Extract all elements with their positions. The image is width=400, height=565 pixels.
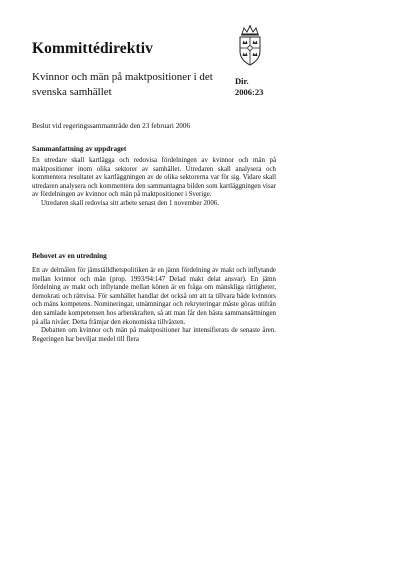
directive-label: Dir. xyxy=(235,76,249,86)
summary-paragraph: Utredaren skall redovisa sitt arbete senast den 1 november 2006. xyxy=(41,199,219,207)
decision-date-line: Beslut vid regeringssammanträde den 23 februari 2006 xyxy=(32,122,191,130)
document-type-title: Kommittédirektiv xyxy=(32,40,153,57)
summary-heading: Sammanfattning av uppdraget xyxy=(32,145,127,153)
directive-number-value: 2006:23 xyxy=(235,87,264,97)
coat-of-arms-icon xyxy=(233,24,267,68)
need-heading: Behovet av en utredning xyxy=(32,252,107,260)
summary-body xyxy=(32,157,276,209)
directive-number xyxy=(235,76,263,98)
need-body xyxy=(32,267,276,344)
document-subject: Kvinnor och män på maktpositioner i det svenska samhället xyxy=(32,71,213,98)
need-paragraph: Ett av delmålen för jämställdhetspolitiken är en jämn fördelning av makt och inflytande mellan kvinnor och män (prop. 1993/94:147 Delad makt delat ansvar). En jämn fördelning av makt och inflytande mellan könen är en fråga om mänskliga rättigheter, demokrati och rättvisa. För samhället handlar det också om att ta tillvara både kvinnors och mäns kompetens. Nomineringar, utnämningar och rekryteringar måste göras utifrån den samlade kompetensen hos arbetskraften, så att man får den bästa sammansättningen på alla nivåer. Detta främjar den ekonomiska tillväxten. xyxy=(32,267,276,326)
summary-paragraph: En utredare skall kartlägga och redovisa fördelningen av kvinnor och män på maktpositioner inom olika sektorer av samhället. Utredaren skall analysera och kommentera resultatet av kartläggningen av de olika sektorerna var för sig. Vidare skall utredaren analysera och kommentera den sammantagna bilden som kartläggningen visar av fördelningen av kvinnor och män på maktpositioner i Sverige. xyxy=(32,157,276,199)
need-paragraph: Debatten om kvinnor och män på maktpositioner har intensifierats de senaste åren. Regeringen har beviljat medel till flera xyxy=(32,327,276,343)
